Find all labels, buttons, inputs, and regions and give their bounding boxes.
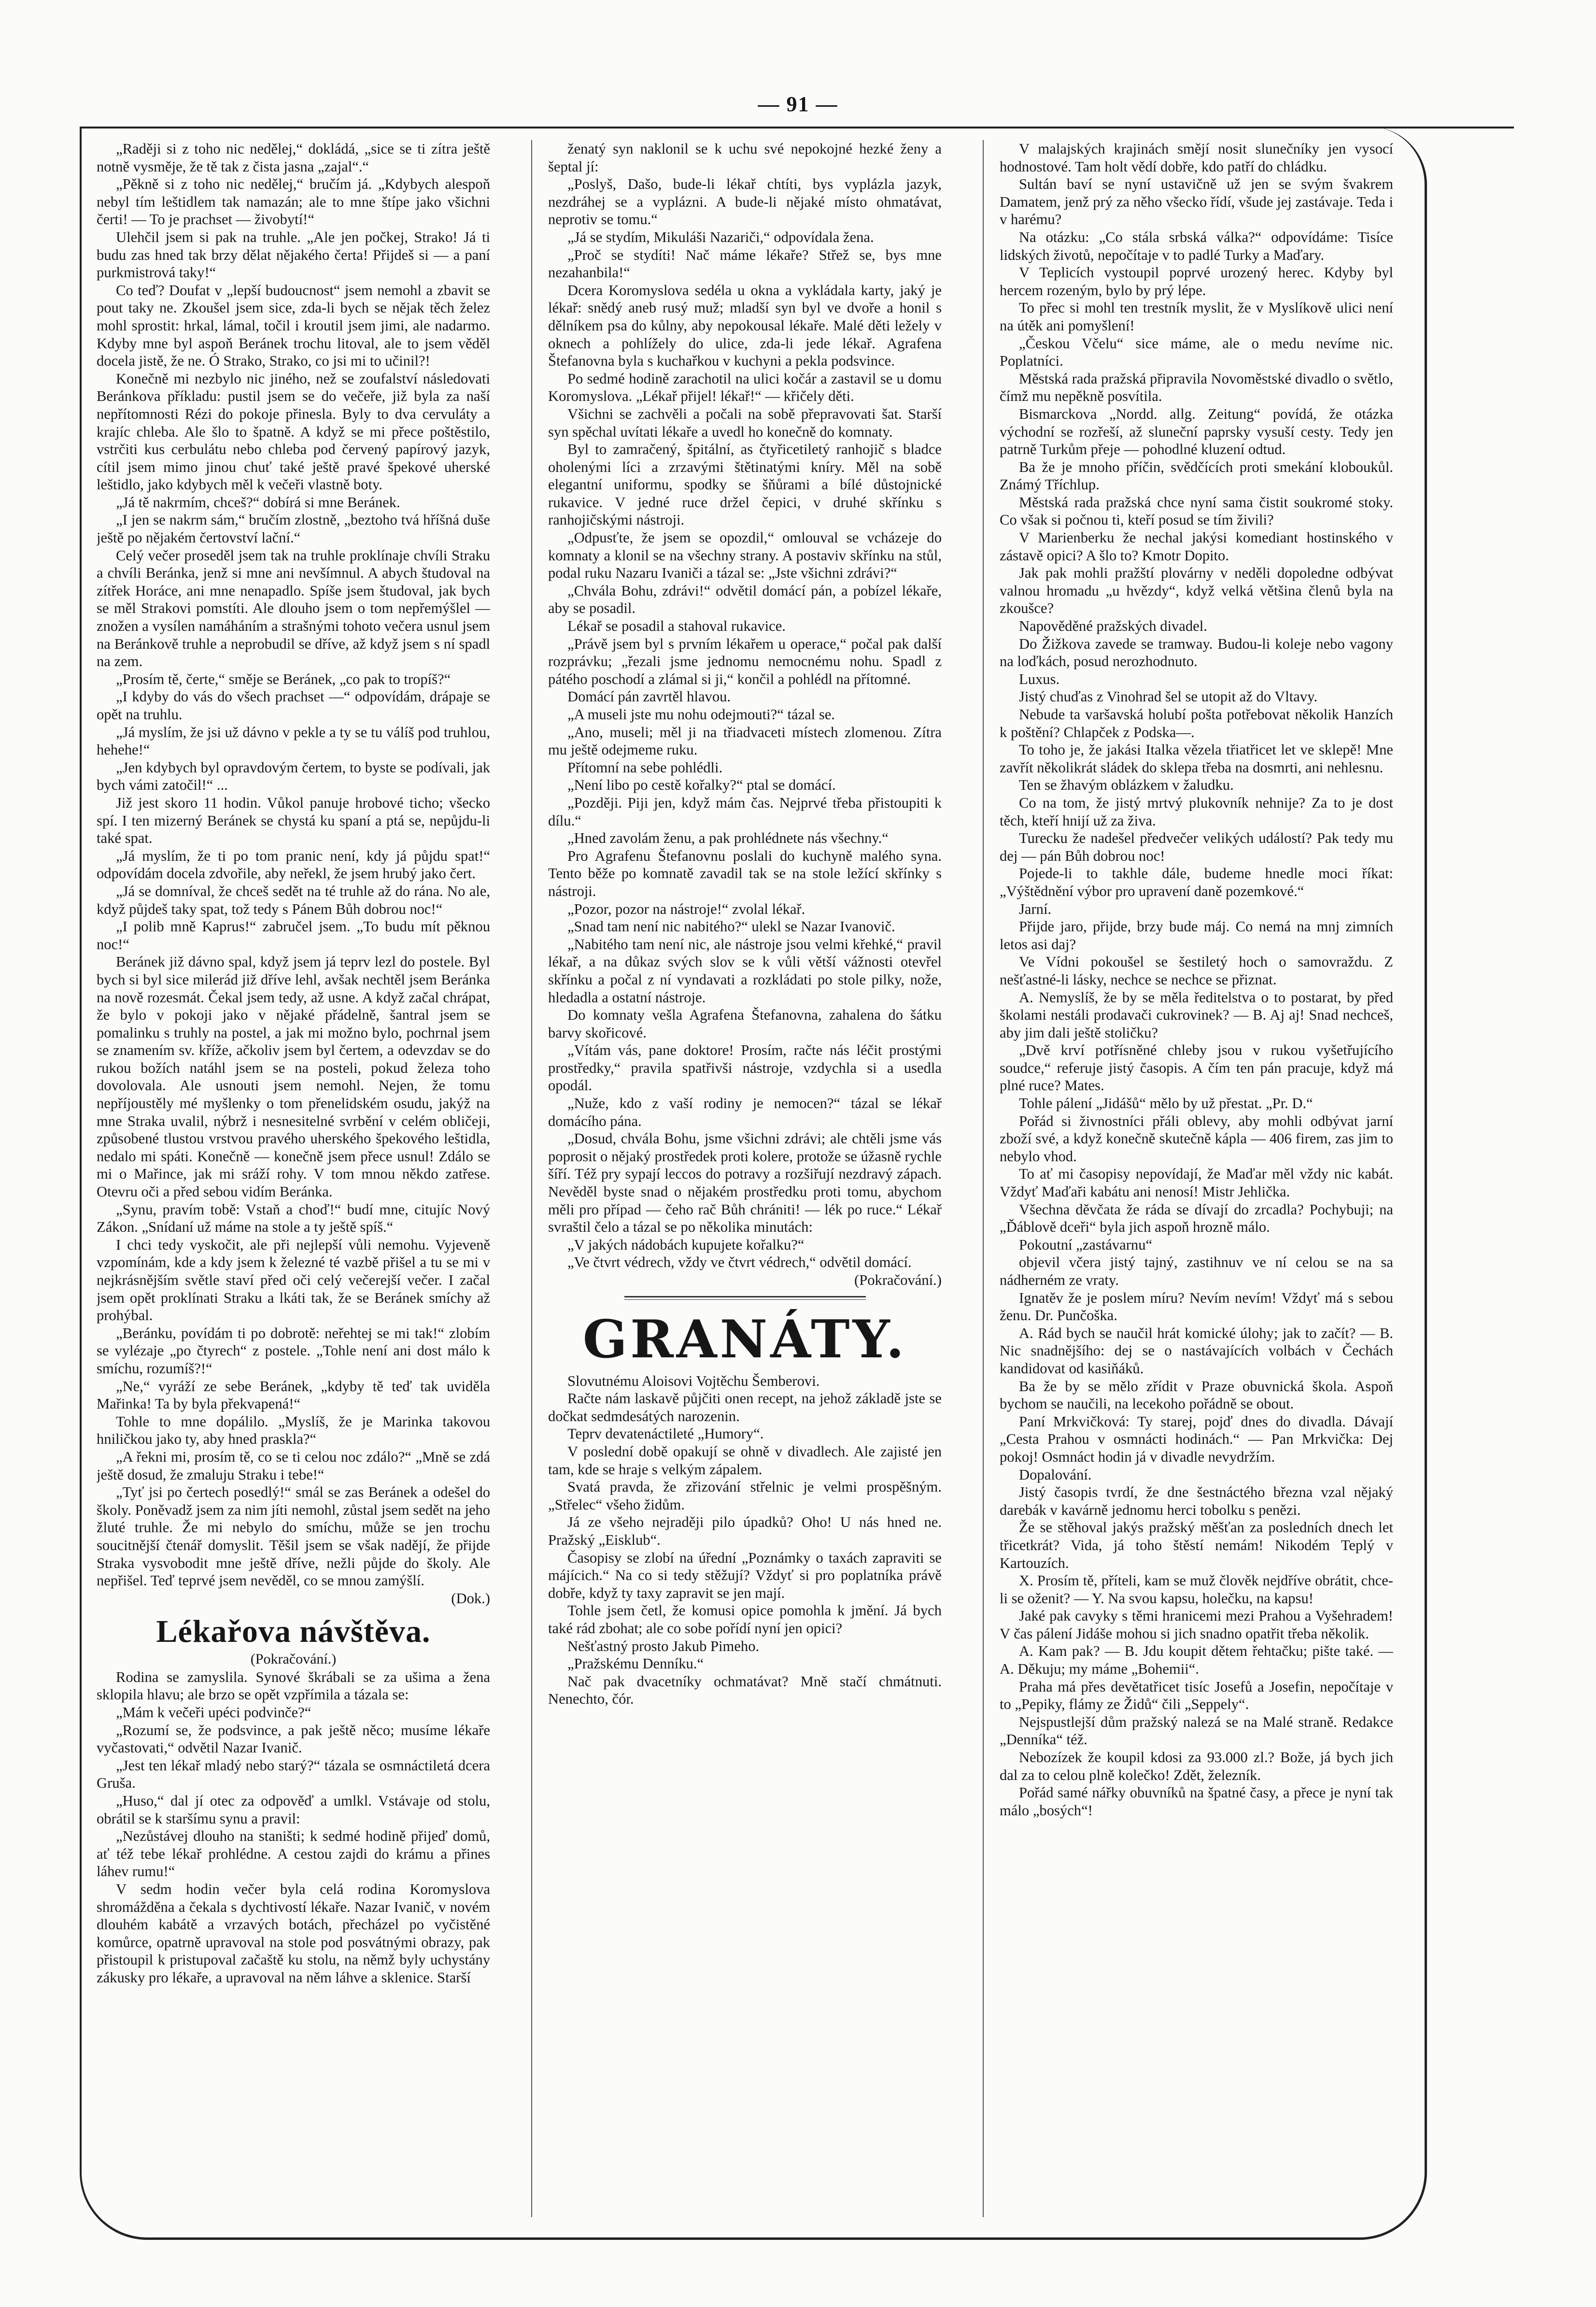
paragraph: „Beránku, povídám ti po dobrotě: neřehtej se mi tak!“ zlobím se vylézaje „po čtyrech“ z postele. „Tohle není ani dost málo k smíchu, rozumíš?!“ <box>97 1324 490 1377</box>
paragraph: Celý večer proseděl jsem tak na truhle proklínaje chvíli Straku a chvíli Beránka, jenž si mne ani nevšímnul. A abych študoval na zítřek Horáce, ani mne nenapadlo. Spíše jsem študoval, jak bych se měl Strakovi pomstíti. Ale dlouho jsem o tom nepřemýšlel — znožen a vysílen namáháním a strašnými tohoto večera usnul jsem na Beránkově truhle a neprobudil se dříve, až když jsem s ní spadl na zem. <box>97 547 490 670</box>
granaty-items <box>548 1372 942 1708</box>
granaty-item: Turecku že nadešel předvečer velikých událostí? Pak tedy mu dej — pán Bůh dobrou noc! <box>1000 830 1393 864</box>
paragraph: „Já se domníval, že chceš sedět na té truhle až do rána. No ale, když půjdeš taky spat, tož tedy s Pánem Bůh dobrou noc!“ <box>97 883 490 917</box>
column-1 <box>97 140 490 2222</box>
granaty-item: Do Žižkova zavede se tramway. Budou-li koleje nebo vagony na loďkách, posud nerozhodnuto. <box>1000 635 1393 670</box>
granaty-item: Teprv devatenáctileté „Humory“. <box>567 1425 764 1442</box>
story-body <box>97 1668 490 1987</box>
paragraph: „A řekni mi, prosím tě, co se ti celou noc zdálo?“ „Mně se zdá ještě dosud, že zmaluju Straku i tebe!“ <box>97 1448 490 1483</box>
granaty-item: A. Kam pak? — B. Jdu koupit dětem řehtačku; pište také. — A. Děkuju; my máme „Bohemii“. <box>1000 1643 1393 1678</box>
paragraph: Přítomní na sebe pohlédli. <box>567 759 723 776</box>
granaty-item: Tohle pálení „Jidášů“ mělo by už přestat. „Pr. D.“ <box>1019 1095 1313 1112</box>
granaty-item: Račte nám laskavě půjčiti onen recept, na jehož základě jste se dočkat sedmdesátých narozenin. <box>548 1390 942 1424</box>
granaty-item: Jarní. <box>1019 900 1052 917</box>
paragraph: „Mám k večeři upéci podvinče?“ <box>116 1704 311 1721</box>
story-title: Lékařova návštěva. <box>156 1614 431 1650</box>
paragraph: „Tyť jsi po čertech posedlý!“ smál se zas Beránek a odešel do školy. Poněvadž jsem za nim jíti nemohl, zůstal jsem sedět na jeho žluté truhle. Že mi nebylo do smíchu, může se jen trochu soucitnější čtenář domyslit. Těšil jsem se však nadějí, že přijde Straka vysvobodit mne ještě dříve, nežli půjde do školy. Ale nepřišel. Teď teprvé jsem nevěděl, co se mnou zamýšlí. <box>97 1484 490 1589</box>
granaty-item: objevil včera jistý tajný, zastihnuv ve ní celou se na sa nádherném ze vraty. <box>1000 1254 1393 1288</box>
granaty-title: GRANÁTY. <box>582 1309 907 1370</box>
paragraph: „Já se stydím, Mikuláši Nazariči,“ odpovídala žena. <box>567 228 874 245</box>
column-divider-2 <box>983 140 984 2217</box>
paragraph: Lékař se posadil a stahoval rukavice. <box>567 618 786 635</box>
paragraph: Všichni se zachvěli a počali na sobě přepravovati šat. Starší syn spěchal uvítati lékaře a uvedl ho konečně do komnaty. <box>548 405 942 440</box>
paragraph: Ulehčil jsem si pak na truhle. „Ale jen počkej, Strako! Já ti budu zas hned tak brzy dělat nějakého čerta! Přijdeš si — a paní purkmistrová taky!“ <box>97 228 490 281</box>
paragraph: „Rozumí se, že podsvince, a pak ještě něco; musíme lékaře vyčastovati,“ odvětil Nazar Ivanič. <box>97 1722 490 1756</box>
col3-granaty-items <box>1000 140 1393 1819</box>
paragraph: Byl to zamračený, špitální, as čtyřicetiletý ranhojič s bladce oholenými líci a zrzavými štětinatými kníry. Měl na sobě elegantní uniformu, spodky se šňůrami a bílé důstojnické rukavice. V jedné ruce držel čepici, v druhé skřínku s ranhojičskými nástroji. <box>548 441 942 528</box>
paragraph: „Hned zavolám ženu, a pak prohlédnete nás všechny.“ <box>567 830 889 847</box>
paragraph: Již jest skoro 11 hodin. Vůkol panuje hrobové ticho; všecko spí. I ten mizerný Beránek se chystá ku spaní a ptá se, nepůjdu-li také spat. <box>97 794 490 847</box>
col1-story-end-sig: (Dok.) <box>451 1590 490 1607</box>
granaty-item: Pořád si živnostníci přáli oblevy, aby mohli odbývat jarní zboží své, a když konečně skutečně kápla — 406 firem, zas jim to nebylo vhod. <box>1000 1112 1393 1165</box>
granaty-item: A. Rád bych se naučil hrát komické úlohy; jak to začít? — B. Nic snadnějšího: dej se o nastávajících volbách v Čechách kandidovat od kasiňáků. <box>1000 1324 1393 1377</box>
paragraph: Konečně mi nezbylo nic jiného, než se zoufalství následovati Beránkova příkladu: pustil jsem se do večeře, již byla za naší nepřítomnosti Rézi do pokoje přinesla. Byly to dva cervuláty a krajíc chleba. Ale šlo to špatně. A když se mi přece poštěstilo, vstrčiti kus cerbulátu nebo chleba pod červený papírový jazyk, cítil jsem mimo jinou chuť také ještě pravé špekové uherské leštidlo, jako kdybych měl k večeři vlastně boty. <box>97 370 490 493</box>
paragraph: „Raději si z toho nic nedělej,“ dokládá, „sice se ti zítra ještě notně vysměje, že tě tak z čista jasna „zajal“.“ <box>97 141 490 175</box>
granaty-item: Sultán baví se nyní ustavičně už jen se svým švakrem Damatem, jenž prý za něho všecko řídí, všude jej zastávaje. Teda i v harému? <box>1000 176 1393 228</box>
paragraph: „Prosím tě, čerte,“ směje se Beránek, „co pak to tropíš?“ <box>116 670 451 687</box>
paragraph: Pro Agrafenu Štefanovnu poslali do kuchyně malého syna. Tento běže po komnatě zavadil tak se na stole ležící skřínky s nástroji. <box>548 847 942 899</box>
paragraph: „Ano, museli; měl ji na třiadvaceti místech zlomenou. Zítra mu ještě odejmeme ruku. <box>548 724 942 758</box>
paragraph: „Nabitého tam není nic, ale nástroje jsou velmi křehké,“ pravil lékař, a na důkaz svých slov se k vůli větší vážnosti otevřel skřínku a počal z ní vyndavati a rozkládati po stole pilky, nože, hledadla a ostatní nástroje. <box>548 936 942 1006</box>
granaty-item: Nejspustlejší dům pražský nalezá se na Malé straně. Redakce „Denníka“ též. <box>1000 1713 1393 1748</box>
paragraph: I chci tedy vyskočit, ale při nejlepší vůli nemohu. Vyjeveně vzpomínám, kde a kdy jsem k železné té vazbě přišel a tu se mi v nejkrásnějším světle staví před oči celý večerejší večer. I začal jsem opět proklínati Straku a lkáti tak, že se Beránek smíchy až prohýbal. <box>97 1236 490 1324</box>
granaty-item: Na otázku: „Co stála srbská válka?“ odpovídáme: Tisíce lidských životů, nepočítaje v to padlé Turky a Maďary. <box>1000 228 1393 263</box>
paragraph: „Ve čtvrt védrech, vždy ve čtvrt védrech,“ odvětil domácí. <box>567 1254 912 1271</box>
paragraph: Do komnaty vešla Agrafena Štefanovna, zahalena do šátku barvy skořicové. <box>548 1007 942 1041</box>
paragraph: „Proč se stydíti! Nač máme lékaře? Střež se, bys mne nezahanbila!“ <box>548 246 942 281</box>
paragraph: Tohle to mne dopálilo. „Myslíš, že je Marinka takovou hniličkou jako ty, aby hned praskla?“ <box>97 1413 490 1448</box>
paragraph: „Jest ten lékař mladý nebo starý?“ tázala se osmnáctiletá dcera Gruša. <box>97 1757 490 1792</box>
granaty-item: Přijde jaro, přijde, brzy bude máj. Co nemá na mnj zimních letos asi daj? <box>1000 918 1393 953</box>
paragraph: „Později. Piji jen, když mám čas. Nejprvé třeba přistoupiti k dílu.“ <box>548 794 942 829</box>
granaty-item: „Českou Včelu“ sice máme, ale o medu nevíme nic. Poplatníci. <box>1000 335 1393 370</box>
col2-continued-sig: (Pokračování.) <box>854 1272 942 1288</box>
granaty-item: To toho je, že jakási Italka vězela třiatřicet let ve sklepě! Mne zavřít několikrát sládek do sklepa třeba na dosmrti, ani nehlesnu. <box>1000 741 1393 776</box>
paragraph: Co teď? Doufat v „lepší budoucnost“ jsem nemohl a zbavit se pout taky ne. Zkoušel jsem sice, zda-li bych se nějak těch želez mohl sprostit: hrkal, lámal, točil i kroutil jsem jimi, ale nadarmo. Kdyby mne byl aspoň Beránek trochu litoval, ale to jsem věděl docela jistě, že ne. Ó Strako, Strako, co jsi mi to učinil?! <box>97 282 490 370</box>
paragraph: „Já myslím, že jsi už dávno v pekle a ty se tu válíš pod truhlou, hehehe!“ <box>97 724 490 758</box>
paragraph: „Pozor, pozor na nástroje!“ zvolal lékař. <box>567 900 805 917</box>
granaty-item: V Marienberku že nechal jakýsi komediant hostinského v zástavě opici? A šlo to? Kmotr Dopito. <box>1000 529 1393 564</box>
granaty-item: Pokoutní „zastávarnu“ <box>1019 1236 1153 1253</box>
granaty-item: Tohle jsem četl, že komusi opice pomohla k jmění. Já bych také rád zbohat; ale co sobe pořídí nyní jen opici? <box>548 1602 942 1637</box>
paragraph: „I polib mně Kaprus!“ zabručel jsem. „To budu mít pěknou noc!“ <box>97 918 490 953</box>
paragraph: „Vítám vás, pane doktore! Prosím, račte nás léčit prostými prostředky,“ pravila spatřivši nástroje, vzdychla si a usedla opodál. <box>548 1042 942 1094</box>
column-3 <box>1000 140 1393 2222</box>
granaty-item: Všechna děvčata že ráda se dívají do zrcadla? Pochybuji; na „Ďáblově dceři“ byla jich aspoň hrozně málo. <box>1000 1201 1393 1236</box>
paragraph: „Huso,“ dal jí otec za odpověď a umlkl. Vstávaje od stolu, obrátil se k staršímu synu a pravil: <box>97 1793 490 1827</box>
granaty-item: Já ze všeho nejraději pilo úpadků? Oho! U nás hned ne. Pražský „Eisklub“. <box>548 1514 942 1548</box>
granaty-item: Časopisy se zlobí na úřední „Poznámky o taxách zapraviti se májícich.“ Na co si tedy stěžují? Vždyť si pro poplatníka právě dobře, když ty taxy zapravit se jen mají. <box>548 1549 942 1601</box>
section-rule <box>624 1296 866 1300</box>
paragraph: „Chvála Bohu, zdrávi!“ odvětil domácí pán, a pobízel lékaře, aby se posadil. <box>548 582 942 617</box>
paragraph: „Synu, pravím tobě: Vstaň a choď!“ budí mne, citujíc Nový Zákon. „Snídaní už máme na stole a ty ještě spíš.“ <box>97 1201 490 1236</box>
granaty-item: Ba že je mnoho příčin, svědčících proti smekání kloboukůl. Známý Tříchlup. <box>1000 458 1393 493</box>
paragraph: „I jen se nakrm sám,“ bručím zlostně, „beztoho tvá hříšná duše ještě po nějakém čertovství lační.“ <box>97 512 490 546</box>
paragraph: „Poslyš, Dašo, bude-li lékař chtíti, bys vyplázla jazyk, nezdráhej se a vyplázni. A bude-li nějaké místo ohmatávat, neprotiv se tomu.“ <box>548 176 942 228</box>
granaty-item: V poslední době opakují se ohně v divadlech. Ale zajisté jen tam, kde se hraje s velkým zápalem. <box>548 1443 942 1478</box>
granaty-item: Ve Vídni pokoušel se šestiletý hoch o samovraždu. Z nešťastné-li lásky, nechce se nechce se přiznat. <box>1000 954 1393 988</box>
paragraph: „V jakých nádobách kupujete kořalku?“ <box>567 1236 805 1253</box>
granaty-item: Ignatěv že je poslem míru? Nevím nevím! Vždyť má s sebou ženu. Dr. Punčoška. <box>1000 1289 1393 1324</box>
paragraph: „Pěkně si z toho nic nedělej,“ bručím já. „Kdybych alespoň nebyl tím leštidlem tak namazán; ale to mne štípe jako všichni čerti! — To je prachset — živobytí!“ <box>97 176 490 228</box>
granaty-item: Jaké pak cavyky s těmi hranicemi mezi Prahou a Vyšehradem! V čas pálení Jidáše mohou si jich snadno opatřit třeba několik. <box>1000 1608 1393 1642</box>
granaty-item: Bismarckova „Nordd. allg. Zeitung“ povídá, že otázka východní se rozřeší, až sluneční paprsky vysuší cesty. Tedy jen patrně Turkům přeje — pohodlné kluzení odtud. <box>1000 405 1393 458</box>
paragraph: „Snad tam není nic nabitého?“ ulekl se Nazar Ivanovič. <box>567 918 895 935</box>
granaty-item: Nebozízek že koupil kdosi za 93.000 zl.? Bože, já bych jich dal za to celou plně kolečko! Zdět, železník. <box>1000 1749 1393 1783</box>
paragraph: Beránek již dávno spal, když jsem já teprv lezl do postele. Byl bych si byl sice milerád již dříve lehl, avšak nechtěl jsem Beránka na nově rozesmát. Čekal jsem tedy, až usne. A když začal chrápat, že bylo v pokoji jako v nějaké přádelně, šantral jsem se pomalinku s truhly na postel, a jak mi možno bylo, pochrnal jsem se znamením sv. kříže, ačkoliv jsem byl čertem, a odevzdav se do rukou božích natáhl jsem se na posteli, pokud železa toho dovolovala. Ale usnouti jsem nemohl. Nejen, že tomu nepříjoustěly mé myšlenky o tom přenelidském osudu, jakýž na mne Straka uvalil, nýbrž i nesnesitelné svrbění v celém obličeji, způsobené tlustou vrstvou pravého uherského špekového leštidla, nedalo mi spáti. Konečně — konečně jsem přece usnul! Zdálo se mi o Mařince, jak mi sráží rohy. V tom mnou někdo zatřese. Otevru oči a před sebou vidím Beránka. <box>97 954 490 1200</box>
col2-story-body <box>548 140 942 1271</box>
paragraph: „Právě jsem byl s prvním lékařem u operace,“ počal pak další rozprávku; „řezali jsme jednomu nemocnému nohu. Spadl z pátého poschodí a zlámal si ji,“ končil a pohlédl na přítomné. <box>548 635 942 687</box>
granaty-item: To ať mi časopisy nepovídají, že Maďar měl vždy nic kabát. Vždyť Maďaři kabátu ani nenosí! Mistr Jehlička. <box>1000 1166 1393 1200</box>
granaty-item: Nebude ta varšavská holubí pošta potřebovat několik Hanzích k poštění? Chlapček z Podska—. <box>1000 706 1393 741</box>
granaty-item: Jak pak mohli pražští plovárny v neděli dopoledne odbývat valnou hromadu „u hvězdy“, když velká většina členů byla na zkoušce? <box>1000 565 1393 617</box>
story-subtitle: (Pokračování.) <box>250 1651 337 1667</box>
col1-story-continued <box>97 140 490 1590</box>
column-divider-1 <box>531 140 532 2217</box>
granaty-item: Luxus. <box>1019 670 1060 687</box>
granaty-item: Pojede-li to takhle dále, budeme hnedle moci říkat: „Výštědnění výbor pro upravení daně pozemkové.“ <box>1000 865 1393 899</box>
paragraph: V sedm hodin večer byla celá rodina Koromyslova shromážděna a čekala s dychtivostí lékaře. Nazar Ivanič, v novém dlouhém kabátě a vrzavých botách, přecházel po vyčistěné komůrce, opatrně upravoval na stole pod posvátnými obrazy, pak přistoupil k pristupoval začaště ku stolu, na němž byly uchystány zákusky pro lékaře, a upravoval na něm láhve a sklenice. Starší <box>97 1881 490 1986</box>
page-number: — 91 — <box>758 92 838 116</box>
granaty-item: Paní Mrkvičková: Ty starej, pojď dnes do divadla. Dávají „Cesta Prahou v osmnácti hodinách.“ — Pan Mrkvička: Dej pokoj! Osmnáct hodin já v divadle nevydržím. <box>1000 1413 1393 1465</box>
granaty-item: A. Nemyslíš, že by se měla ředitelstva o to postarat, by před školami nestáli prodavači cukrovinek? — B. Aj aj! Snad nechceš, aby jim dali ještě stoličku? <box>1000 989 1393 1041</box>
granaty-item: Ten se žhavým oblázkem v žaludku. <box>1019 777 1234 794</box>
paragraph: „Ne,“ vyráží ze sebe Beránek, „kdyby tě teď tak uviděla Mařinka! Ta by byla překvapená!“ <box>97 1378 490 1412</box>
granaty-item: Co na tom, že jistý mrtvý plukovník nehnije? Za to je dost těch, kteří hnijí už za živa. <box>1000 794 1393 829</box>
paragraph: ženatý syn naklonil se k uchu své nepokojné hezké ženy a šeptal jí: <box>548 141 942 175</box>
granaty-item: Městská rada pražská připravila Novoměstské divadlo o světlo, čímž mu nepěkně posvítila. <box>1000 370 1393 405</box>
paragraph: Po sedmé hodině zarachotil na ulici kočár a zastavil se u domu Koromyslova. „Lékař přijel! lékař!“ — křičely děti. <box>548 370 942 405</box>
granaty-item: X. Prosím tě, příteli, kam se muž člověk nejdříve obrátit, chce-li se oženit? — Y. Na svou kapsu, holečku, na kapsu! <box>1000 1572 1393 1607</box>
granaty-item: Napověděné pražských divadel. <box>1019 618 1207 635</box>
paragraph: Dcera Koromyslova sedéla u okna a vykládala karty, jaký je lékař: snědý aneb rusý muž; mladší syn byl ve dvoře a honil s dělníkem psa do kůlny, aby nepokousal lékaře. Malé děti ležely v oknech a pohlížely do ulice, zda-li jede lékař. Agrafena Štefanovna byla s kuchařkou v kuchyni a pekla podsvince. <box>548 282 942 370</box>
granaty-item: Jistý chuďas z Vinohrad šel se utopit až do Vltavy. <box>1019 688 1318 705</box>
granaty-item: Praha má přes devětatřicet tisíc Josefů a Josefin, nepočítaje v to „Pepiky, flámy ze Židů“ čili „Seppely“. <box>1000 1678 1393 1713</box>
granaty-item: Nač pak dvacetníky ochmatávat? Mně stačí chmátnuti. Nenechto, čór. <box>548 1673 942 1708</box>
paragraph: „Není libo po cestě kořalky?“ ptal se domácí. <box>567 777 836 794</box>
column-2 <box>548 140 942 2222</box>
paragraph: „Nezůstávej dlouho na staništi; k sedmé hodině přijeď domů, ať též tebe lékař prohlédne. A cestou zajdi do krámu a přines láhev rumu!“ <box>97 1828 490 1880</box>
granaty-item: Svatá pravda, že zřizování střelnic je velmi prospěšným. „Střelec“ všeho židům. <box>548 1479 942 1513</box>
granaty-item: Slovutnému Aloisovi Vojtěchu Šemberovi. <box>567 1372 820 1389</box>
paragraph: „Odpusťte, že jsem se opozdil,“ omlouval se vcházeje do komnaty a klonil se na všechny strany. A postaviv skřínku na stůl, podal ruku Nazaru Ivaniči a tázal se: „Jste všichni zdrávi?“ <box>548 529 942 582</box>
paragraph: Rodina se zamyslila. Synové škrábali se za ušima a žena sklopila hlavu; ale brzo se opět vzpřímila a tázala se: <box>97 1668 490 1703</box>
paragraph: „Já tě nakrmím, chceš?“ dobírá si mne Beránek. <box>116 494 400 511</box>
paragraph: „Nuže, kdo z vaší rodiny je nemocen?“ tázal se lékař domácího pána. <box>548 1095 942 1129</box>
granaty-item: Městská rada pražská chce nyní sama čistit soukromé stoky. Co však si počnou ti, kteří posud se tím živili? <box>1000 494 1393 528</box>
paragraph: „Jen kdybych byl opravdovým čertem, to byste se podívali, jak bych vámi zatočil!“ ... <box>97 759 490 794</box>
granaty-item: Pořád samé nářky obuvníků na špatné časy, a přece je nyní tak málo „bosých“! <box>1000 1784 1393 1819</box>
granaty-item: Ba že by se mělo zřídit v Praze obuvnická škola. Aspoň bychom se naučili, na lecekoho pořádně se obout. <box>1000 1378 1393 1412</box>
paragraph: „I kdyby do vás do všech prachset —“ odpovídám, drápaje se opět na truhlu. <box>97 688 490 723</box>
granaty-item: To přec si mohl ten trestník myslit, že v Myslíkově ulici není na útěk ani pomyšlení! <box>1000 299 1393 334</box>
granaty-item: Nešťastný prosto Jakub Pimeho. <box>567 1638 760 1654</box>
paragraph: „A museli jste mu nohu odejmouti?“ tázal se. <box>567 706 835 723</box>
paragraph: Domácí pán zavrtěl hlavou. <box>567 688 731 705</box>
granaty-item: „Dvě krví potřísněné chleby jsou v rukou vyšetřujícího soudce,“ referuje jistý časopis. A čím ten pán pracuje, když má plné ruce? Mates. <box>1000 1042 1393 1094</box>
granaty-item: Jistý časopis tvrdí, že dne šestnáctého března vzal nějaký darebák v kavárně jednomu herci tobolku s penězi. <box>1000 1484 1393 1518</box>
granaty-item: V malajských krajinách smějí nosit slunečníky jen vysocí hodnostové. Tam holt vědí dobře, kdo patří do chládku. <box>1000 141 1393 175</box>
paragraph: „Já myslím, že ti po tom pranic není, kdy já půjdu spat!“ odpovídám docela zdvořile, aby neřekl, že jsem hrubý jako čert. <box>97 847 490 882</box>
granaty-item: „Pražskému Denníku.“ <box>567 1655 704 1672</box>
granaty-item: V Teplicích vystoupil poprvé urozený herec. Kdyby byl hercem rozeným, bylo by prý lépe. <box>1000 264 1393 299</box>
granaty-item: Že se stěhoval jakýs pražský měšťan za posledních dnech let třicetkrát? Vida, já toho štěstí nemám! Nikodém Teplý v Kartouzích. <box>1000 1519 1393 1571</box>
paragraph: „Dosud, chvála Bohu, jsme všichni zdrávi; ale chtěli jsme vás poprosit o nějaký prostředek proti kolere, protože se úžasně rychle šíří. Též pry sypají leccos do potravy a rozšiřují nezdravý zápach. Nevěděl byste snad o nějakém prostředku proti tomu, abychom měli pro případ — čeho rač Bůh chrániti! — lék po ruce.“ Lékař svraštil čelo a tázal se po několika minutách: <box>548 1130 942 1236</box>
granaty-item: Dopalování. <box>1019 1466 1092 1483</box>
